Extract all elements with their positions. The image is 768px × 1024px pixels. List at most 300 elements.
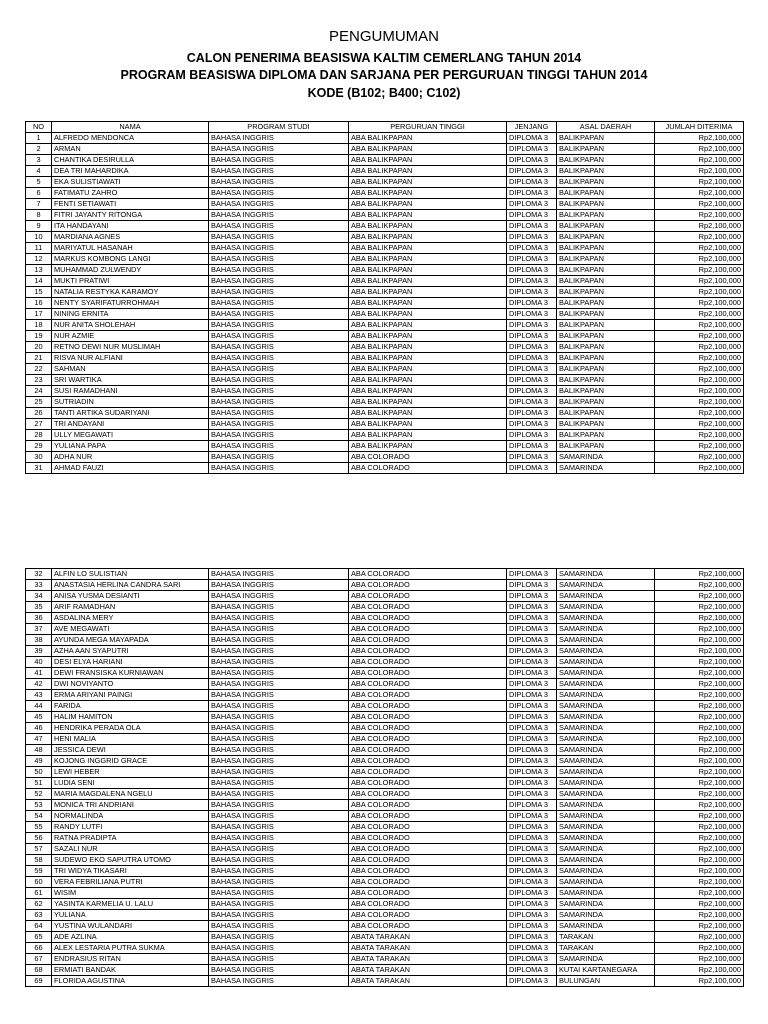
cell-jenjang: DIPLOMA 3 — [507, 221, 557, 232]
cell-program-studi: BAHASA INGGRIS — [209, 833, 349, 844]
cell-perguruan-tinggi: ABA COLORADO — [349, 463, 507, 474]
cell-no: 16 — [26, 298, 52, 309]
cell-nama: SRI WARTIKA — [52, 375, 209, 386]
cell-no: 2 — [26, 144, 52, 155]
cell-jumlah-diterima: Rp2,100,000 — [655, 855, 744, 866]
cell-asal-daerah: SAMARINDA — [557, 789, 655, 800]
cell-asal-daerah: SAMARINDA — [557, 624, 655, 635]
cell-nama: RANDY LUTFI — [52, 822, 209, 833]
cell-no: 22 — [26, 364, 52, 375]
cell-jenjang: DIPLOMA 3 — [507, 822, 557, 833]
cell-program-studi: BAHASA INGGRIS — [209, 767, 349, 778]
cell-jenjang: DIPLOMA 3 — [507, 657, 557, 668]
cell-jenjang: DIPLOMA 3 — [507, 243, 557, 254]
cell-perguruan-tinggi: ABA BALIKPAPAN — [349, 199, 507, 210]
cell-program-studi: BAHASA INGGRIS — [209, 419, 349, 430]
cell-asal-daerah: SAMARINDA — [557, 635, 655, 646]
cell-program-studi: BAHASA INGGRIS — [209, 166, 349, 177]
cell-asal-daerah: SAMARINDA — [557, 745, 655, 756]
cell-perguruan-tinggi: ABA COLORADO — [349, 921, 507, 932]
cell-jumlah-diterima: Rp2,100,000 — [655, 166, 744, 177]
cell-no: 10 — [26, 232, 52, 243]
cell-asal-daerah: BALIKPAPAN — [557, 353, 655, 364]
table-row — [26, 712, 744, 723]
table-row — [26, 397, 744, 408]
cell-program-studi: BAHASA INGGRIS — [209, 778, 349, 789]
cell-nama: YULIANA PAPA — [52, 441, 209, 452]
cell-asal-daerah: BALIKPAPAN — [557, 243, 655, 254]
cell-no: 3 — [26, 155, 52, 166]
cell-jumlah-diterima: Rp2,100,000 — [655, 811, 744, 822]
cell-program-studi: BAHASA INGGRIS — [209, 657, 349, 668]
page-title: PENGUMUMAN — [328, 28, 439, 45]
cell-no: 27 — [26, 419, 52, 430]
table-row — [26, 976, 744, 987]
cell-perguruan-tinggi: ABA BALIKPAPAN — [349, 177, 507, 188]
cell-jenjang: DIPLOMA 3 — [507, 210, 557, 221]
table-row — [26, 910, 744, 921]
cell-perguruan-tinggi: ABA COLORADO — [349, 569, 507, 580]
table-row — [26, 756, 744, 767]
cell-nama: SUSI RAMADHANI — [52, 386, 209, 397]
cell-program-studi: BAHASA INGGRIS — [209, 965, 349, 976]
table-row — [26, 408, 744, 419]
table-row — [26, 353, 744, 364]
subtitle-line-3: KODE (B102; B400; C102) — [307, 86, 461, 100]
cell-no: 65 — [26, 932, 52, 943]
cell-jenjang: DIPLOMA 3 — [507, 430, 557, 441]
cell-no: 37 — [26, 624, 52, 635]
cell-jenjang: DIPLOMA 3 — [507, 943, 557, 954]
cell-perguruan-tinggi: ABA BALIKPAPAN — [349, 287, 507, 298]
cell-nama: HALIM HAMITON — [52, 712, 209, 723]
cell-program-studi: BAHASA INGGRIS — [209, 943, 349, 954]
cell-nama: RISVA NUR ALFIANI — [52, 353, 209, 364]
cell-perguruan-tinggi: ABA BALIKPAPAN — [349, 243, 507, 254]
cell-asal-daerah: SAMARINDA — [557, 910, 655, 921]
cell-nama: LUDIA SENI — [52, 778, 209, 789]
cell-nama: MUHAMMAD ZULWENDY — [52, 265, 209, 276]
table-row — [26, 155, 744, 166]
cell-asal-daerah: SAMARINDA — [557, 811, 655, 822]
cell-asal-daerah: BALIKPAPAN — [557, 342, 655, 353]
cell-nama: YUSTINA WULANDARI — [52, 921, 209, 932]
cell-jenjang: DIPLOMA 3 — [507, 276, 557, 287]
cell-jenjang: DIPLOMA 3 — [507, 602, 557, 613]
cell-no: 7 — [26, 199, 52, 210]
cell-program-studi: BAHASA INGGRIS — [209, 635, 349, 646]
cell-program-studi: BAHASA INGGRIS — [209, 756, 349, 767]
cell-no: 52 — [26, 789, 52, 800]
cell-jumlah-diterima: Rp2,100,000 — [655, 177, 744, 188]
cell-jenjang: DIPLOMA 3 — [507, 734, 557, 745]
cell-perguruan-tinggi: ABA BALIKPAPAN — [349, 133, 507, 144]
cell-jumlah-diterima: Rp2,100,000 — [655, 591, 744, 602]
cell-program-studi: BAHASA INGGRIS — [209, 276, 349, 287]
cell-program-studi: BAHASA INGGRIS — [209, 580, 349, 591]
cell-jenjang: DIPLOMA 3 — [507, 756, 557, 767]
cell-program-studi: BAHASA INGGRIS — [209, 921, 349, 932]
cell-program-studi: BAHASA INGGRIS — [209, 287, 349, 298]
cell-perguruan-tinggi: ABA BALIKPAPAN — [349, 232, 507, 243]
cell-no: 62 — [26, 899, 52, 910]
cell-asal-daerah: SAMARINDA — [557, 452, 655, 463]
cell-jenjang: DIPLOMA 3 — [507, 899, 557, 910]
cell-jumlah-diterima: Rp2,100,000 — [655, 679, 744, 690]
cell-jenjang: DIPLOMA 3 — [507, 668, 557, 679]
cell-nama: TANTI ARTIKA SUDARIYANI — [52, 408, 209, 419]
cell-nama: AVE MEGAWATI — [52, 624, 209, 635]
cell-perguruan-tinggi: ABA COLORADO — [349, 646, 507, 657]
cell-no: 58 — [26, 855, 52, 866]
cell-asal-daerah: BALIKPAPAN — [557, 408, 655, 419]
cell-asal-daerah: BALIKPAPAN — [557, 166, 655, 177]
table-row — [26, 833, 744, 844]
cell-perguruan-tinggi: ABA BALIKPAPAN — [349, 276, 507, 287]
table-row — [26, 921, 744, 932]
cell-nama: FARIDA — [52, 701, 209, 712]
cell-nama: CHANTIKA DESIRULLA — [52, 155, 209, 166]
cell-asal-daerah: TARAKAN — [557, 932, 655, 943]
cell-no: 12 — [26, 254, 52, 265]
cell-asal-daerah: BALIKPAPAN — [557, 177, 655, 188]
cell-jumlah-diterima: Rp2,100,000 — [655, 921, 744, 932]
col-header-program-studi: PROGRAM STUDI — [209, 122, 349, 133]
cell-program-studi: BAHASA INGGRIS — [209, 624, 349, 635]
cell-no: 21 — [26, 353, 52, 364]
table-row — [26, 199, 744, 210]
cell-jenjang: DIPLOMA 3 — [507, 364, 557, 375]
cell-program-studi: BAHASA INGGRIS — [209, 569, 349, 580]
table-row — [26, 954, 744, 965]
cell-asal-daerah: BALIKPAPAN — [557, 309, 655, 320]
cell-no: 42 — [26, 679, 52, 690]
table-row — [26, 624, 744, 635]
cell-jumlah-diterima: Rp2,100,000 — [655, 866, 744, 877]
cell-no: 5 — [26, 177, 52, 188]
cell-asal-daerah: SAMARINDA — [557, 679, 655, 690]
cell-no: 41 — [26, 668, 52, 679]
cell-no: 40 — [26, 657, 52, 668]
cell-program-studi: BAHASA INGGRIS — [209, 679, 349, 690]
cell-perguruan-tinggi: ABA BALIKPAPAN — [349, 353, 507, 364]
cell-jenjang: DIPLOMA 3 — [507, 954, 557, 965]
cell-no: 36 — [26, 613, 52, 624]
cell-program-studi: BAHASA INGGRIS — [209, 254, 349, 265]
cell-no: 66 — [26, 943, 52, 954]
cell-jenjang: DIPLOMA 3 — [507, 265, 557, 276]
cell-nama: NORMALINDA — [52, 811, 209, 822]
cell-program-studi: BAHASA INGGRIS — [209, 298, 349, 309]
cell-perguruan-tinggi: ABA BALIKPAPAN — [349, 144, 507, 155]
cell-nama: ERMA ARIYANI PAINGI — [52, 690, 209, 701]
cell-program-studi: BAHASA INGGRIS — [209, 221, 349, 232]
cell-program-studi: BAHASA INGGRIS — [209, 976, 349, 987]
cell-program-studi: BAHASA INGGRIS — [209, 910, 349, 921]
cell-asal-daerah: BALIKPAPAN — [557, 254, 655, 265]
cell-program-studi: BAHASA INGGRIS — [209, 309, 349, 320]
cell-program-studi: BAHASA INGGRIS — [209, 243, 349, 254]
cell-nama: ANISA YUSMA DESIANTI — [52, 591, 209, 602]
cell-jenjang: DIPLOMA 3 — [507, 177, 557, 188]
cell-jumlah-diterima: Rp2,100,000 — [655, 877, 744, 888]
cell-asal-daerah: SAMARINDA — [557, 569, 655, 580]
cell-program-studi: BAHASA INGGRIS — [209, 265, 349, 276]
cell-asal-daerah: SAMARINDA — [557, 690, 655, 701]
cell-asal-daerah: SAMARINDA — [557, 954, 655, 965]
cell-jumlah-diterima: Rp2,100,000 — [655, 668, 744, 679]
cell-program-studi: BAHASA INGGRIS — [209, 430, 349, 441]
cell-nama: FITRI JAYANTY RITONGA — [52, 210, 209, 221]
cell-asal-daerah: BALIKPAPAN — [557, 419, 655, 430]
cell-nama: ADHA NUR — [52, 452, 209, 463]
cell-no: 28 — [26, 430, 52, 441]
cell-asal-daerah: SAMARINDA — [557, 701, 655, 712]
cell-nama: AZHA AAN SYAPUTRI — [52, 646, 209, 657]
table-row — [26, 789, 744, 800]
cell-jenjang: DIPLOMA 3 — [507, 811, 557, 822]
cell-jenjang: DIPLOMA 3 — [507, 342, 557, 353]
cell-perguruan-tinggi: ABATA TARAKAN — [349, 954, 507, 965]
cell-nama: SAHMAN — [52, 364, 209, 375]
table-row — [26, 221, 744, 232]
table-row — [26, 386, 744, 397]
cell-perguruan-tinggi: ABA BALIKPAPAN — [349, 298, 507, 309]
cell-jenjang: DIPLOMA 3 — [507, 166, 557, 177]
cell-perguruan-tinggi: ABA COLORADO — [349, 778, 507, 789]
cell-program-studi: BAHASA INGGRIS — [209, 701, 349, 712]
cell-program-studi: BAHASA INGGRIS — [209, 646, 349, 657]
cell-jumlah-diterima: Rp2,100,000 — [655, 943, 744, 954]
cell-no: 53 — [26, 800, 52, 811]
table-header-row — [26, 122, 744, 133]
cell-program-studi: BAHASA INGGRIS — [209, 800, 349, 811]
cell-no: 25 — [26, 397, 52, 408]
cell-asal-daerah: BALIKPAPAN — [557, 375, 655, 386]
cell-asal-daerah: BALIKPAPAN — [557, 210, 655, 221]
cell-jumlah-diterima: Rp2,100,000 — [655, 690, 744, 701]
cell-jumlah-diterima: Rp2,100,000 — [655, 243, 744, 254]
cell-jumlah-diterima: Rp2,100,000 — [655, 298, 744, 309]
cell-program-studi: BAHASA INGGRIS — [209, 364, 349, 375]
cell-asal-daerah: SAMARINDA — [557, 657, 655, 668]
cell-nama: HENI MALIA — [52, 734, 209, 745]
recipients-table-page-2 — [25, 568, 744, 987]
cell-perguruan-tinggi: ABA COLORADO — [349, 756, 507, 767]
cell-jenjang: DIPLOMA 3 — [507, 888, 557, 899]
cell-jumlah-diterima: Rp2,100,000 — [655, 723, 744, 734]
cell-program-studi: BAHASA INGGRIS — [209, 613, 349, 624]
cell-jenjang: DIPLOMA 3 — [507, 624, 557, 635]
cell-nama: ALFREDO MENDONCA — [52, 133, 209, 144]
cell-asal-daerah: SAMARINDA — [557, 668, 655, 679]
cell-program-studi: BAHASA INGGRIS — [209, 177, 349, 188]
cell-program-studi: BAHASA INGGRIS — [209, 320, 349, 331]
cell-jenjang: DIPLOMA 3 — [507, 375, 557, 386]
cell-no: 61 — [26, 888, 52, 899]
cell-jenjang: DIPLOMA 3 — [507, 910, 557, 921]
cell-asal-daerah: BALIKPAPAN — [557, 287, 655, 298]
table-row — [26, 646, 744, 657]
cell-jenjang: DIPLOMA 3 — [507, 712, 557, 723]
table-row — [26, 866, 744, 877]
cell-no: 56 — [26, 833, 52, 844]
cell-no: 20 — [26, 342, 52, 353]
table-row — [26, 430, 744, 441]
cell-no: 19 — [26, 331, 52, 342]
cell-jumlah-diterima: Rp2,100,000 — [655, 276, 744, 287]
cell-jumlah-diterima: Rp2,100,000 — [655, 155, 744, 166]
cell-program-studi: BAHASA INGGRIS — [209, 877, 349, 888]
cell-jenjang: DIPLOMA 3 — [507, 419, 557, 430]
cell-jenjang: DIPLOMA 3 — [507, 386, 557, 397]
cell-jumlah-diterima: Rp2,100,000 — [655, 613, 744, 624]
cell-perguruan-tinggi: ABA COLORADO — [349, 602, 507, 613]
table-row — [26, 844, 744, 855]
cell-asal-daerah: TARAKAN — [557, 943, 655, 954]
cell-perguruan-tinggi: ABA COLORADO — [349, 701, 507, 712]
cell-perguruan-tinggi: ABA BALIKPAPAN — [349, 188, 507, 199]
table-row — [26, 276, 744, 287]
cell-no: 34 — [26, 591, 52, 602]
cell-jumlah-diterima: Rp2,100,000 — [655, 602, 744, 613]
cell-asal-daerah: SAMARINDA — [557, 833, 655, 844]
cell-program-studi: BAHASA INGGRIS — [209, 210, 349, 221]
cell-asal-daerah: SAMARINDA — [557, 921, 655, 932]
table-row — [26, 734, 744, 745]
cell-asal-daerah: BALIKPAPAN — [557, 276, 655, 287]
cell-nama: YULIANA — [52, 910, 209, 921]
cell-jenjang: DIPLOMA 3 — [507, 932, 557, 943]
cell-no: 57 — [26, 844, 52, 855]
table-row — [26, 309, 744, 320]
cell-jenjang: DIPLOMA 3 — [507, 778, 557, 789]
cell-asal-daerah: SAMARINDA — [557, 613, 655, 624]
cell-program-studi: BAHASA INGGRIS — [209, 386, 349, 397]
cell-jenjang: DIPLOMA 3 — [507, 408, 557, 419]
cell-perguruan-tinggi: ABA BALIKPAPAN — [349, 342, 507, 353]
cell-nama: DWI NOVIYANTO — [52, 679, 209, 690]
cell-asal-daerah: SAMARINDA — [557, 580, 655, 591]
cell-jenjang: DIPLOMA 3 — [507, 635, 557, 646]
table-row — [26, 580, 744, 591]
cell-asal-daerah: SAMARINDA — [557, 463, 655, 474]
cell-program-studi: BAHASA INGGRIS — [209, 712, 349, 723]
cell-program-studi: BAHASA INGGRIS — [209, 899, 349, 910]
table-row — [26, 591, 744, 602]
col-header-asal-daerah: ASAL DAERAH — [557, 122, 655, 133]
cell-no: 30 — [26, 452, 52, 463]
cell-asal-daerah: BALIKPAPAN — [557, 188, 655, 199]
cell-jumlah-diterima: Rp2,100,000 — [655, 133, 744, 144]
cell-jenjang: DIPLOMA 3 — [507, 833, 557, 844]
cell-perguruan-tinggi: ABA COLORADO — [349, 679, 507, 690]
table-row — [26, 265, 744, 276]
cell-jenjang: DIPLOMA 3 — [507, 921, 557, 932]
table-row — [26, 690, 744, 701]
cell-no: 18 — [26, 320, 52, 331]
subtitle-line-1: CALON PENERIMA BEASISWA KALTIM CEMERLANG TAHUN 2014 — [186, 51, 582, 65]
cell-jenjang: DIPLOMA 3 — [507, 690, 557, 701]
cell-jenjang: DIPLOMA 3 — [507, 844, 557, 855]
cell-nama: DEA TRI MAHARDIKA — [52, 166, 209, 177]
cell-jenjang: DIPLOMA 3 — [507, 397, 557, 408]
cell-nama: HENDRIKA PERADA OLA — [52, 723, 209, 734]
cell-no: 6 — [26, 188, 52, 199]
cell-program-studi: BAHASA INGGRIS — [209, 690, 349, 701]
cell-jenjang: DIPLOMA 3 — [507, 133, 557, 144]
cell-perguruan-tinggi: ABA COLORADO — [349, 613, 507, 624]
cell-jenjang: DIPLOMA 3 — [507, 745, 557, 756]
cell-no: 14 — [26, 276, 52, 287]
table-row — [26, 657, 744, 668]
subtitle-line-2: PROGRAM BEASISWA DIPLOMA DAN SARJANA PER PERGURUAN TINGGI TAHUN 2014 — [120, 68, 648, 82]
cell-jumlah-diterima: Rp2,100,000 — [655, 342, 744, 353]
cell-no: 31 — [26, 463, 52, 474]
cell-no: 46 — [26, 723, 52, 734]
cell-asal-daerah: SAMARINDA — [557, 602, 655, 613]
cell-asal-daerah: SAMARINDA — [557, 877, 655, 888]
cell-program-studi: BAHASA INGGRIS — [209, 155, 349, 166]
cell-program-studi: BAHASA INGGRIS — [209, 342, 349, 353]
col-header-nama: NAMA — [52, 122, 209, 133]
cell-nama: SUDEWO EKO SAPUTRA UTOMO — [52, 855, 209, 866]
cell-jumlah-diterima: Rp2,100,000 — [655, 833, 744, 844]
cell-asal-daerah: SAMARINDA — [557, 800, 655, 811]
cell-no: 1 — [26, 133, 52, 144]
cell-nama: ARMAN — [52, 144, 209, 155]
cell-perguruan-tinggi: ABA COLORADO — [349, 591, 507, 602]
cell-program-studi: BAHASA INGGRIS — [209, 232, 349, 243]
cell-program-studi: BAHASA INGGRIS — [209, 723, 349, 734]
cell-nama: AHMAD FAUZI — [52, 463, 209, 474]
cell-jenjang: DIPLOMA 3 — [507, 441, 557, 452]
cell-program-studi: BAHASA INGGRIS — [209, 734, 349, 745]
table-row — [26, 811, 744, 822]
cell-jumlah-diterima: Rp2,100,000 — [655, 144, 744, 155]
cell-asal-daerah: SAMARINDA — [557, 756, 655, 767]
cell-asal-daerah: BALIKPAPAN — [557, 364, 655, 375]
cell-perguruan-tinggi: ABA BALIKPAPAN — [349, 155, 507, 166]
cell-jumlah-diterima: Rp2,100,000 — [655, 932, 744, 943]
table-row — [26, 613, 744, 624]
cell-nama: WISIM — [52, 888, 209, 899]
table-row — [26, 463, 744, 474]
cell-jumlah-diterima: Rp2,100,000 — [655, 745, 744, 756]
cell-jumlah-diterima: Rp2,100,000 — [655, 976, 744, 987]
cell-jumlah-diterima: Rp2,100,000 — [655, 430, 744, 441]
cell-nama: ANASTASIA HERLINA CANDRA SARI — [52, 580, 209, 591]
cell-program-studi: BAHASA INGGRIS — [209, 866, 349, 877]
cell-nama: ALEX LESTARIA PUTRA SUKMA — [52, 943, 209, 954]
cell-nama: JESSICA DEWI — [52, 745, 209, 756]
cell-asal-daerah: BALIKPAPAN — [557, 320, 655, 331]
cell-perguruan-tinggi: ABA BALIKPAPAN — [349, 430, 507, 441]
table-row — [26, 888, 744, 899]
cell-no: 17 — [26, 309, 52, 320]
cell-jenjang: DIPLOMA 3 — [507, 232, 557, 243]
cell-jumlah-diterima: Rp2,100,000 — [655, 265, 744, 276]
table-row — [26, 177, 744, 188]
cell-asal-daerah: BALIKPAPAN — [557, 397, 655, 408]
cell-no: 23 — [26, 375, 52, 386]
cell-jenjang: DIPLOMA 3 — [507, 613, 557, 624]
cell-no: 51 — [26, 778, 52, 789]
cell-asal-daerah: SAMARINDA — [557, 844, 655, 855]
cell-perguruan-tinggi: ABA COLORADO — [349, 723, 507, 734]
cell-asal-daerah: BALIKPAPAN — [557, 144, 655, 155]
cell-nama: FATIMATU ZAHRO — [52, 188, 209, 199]
